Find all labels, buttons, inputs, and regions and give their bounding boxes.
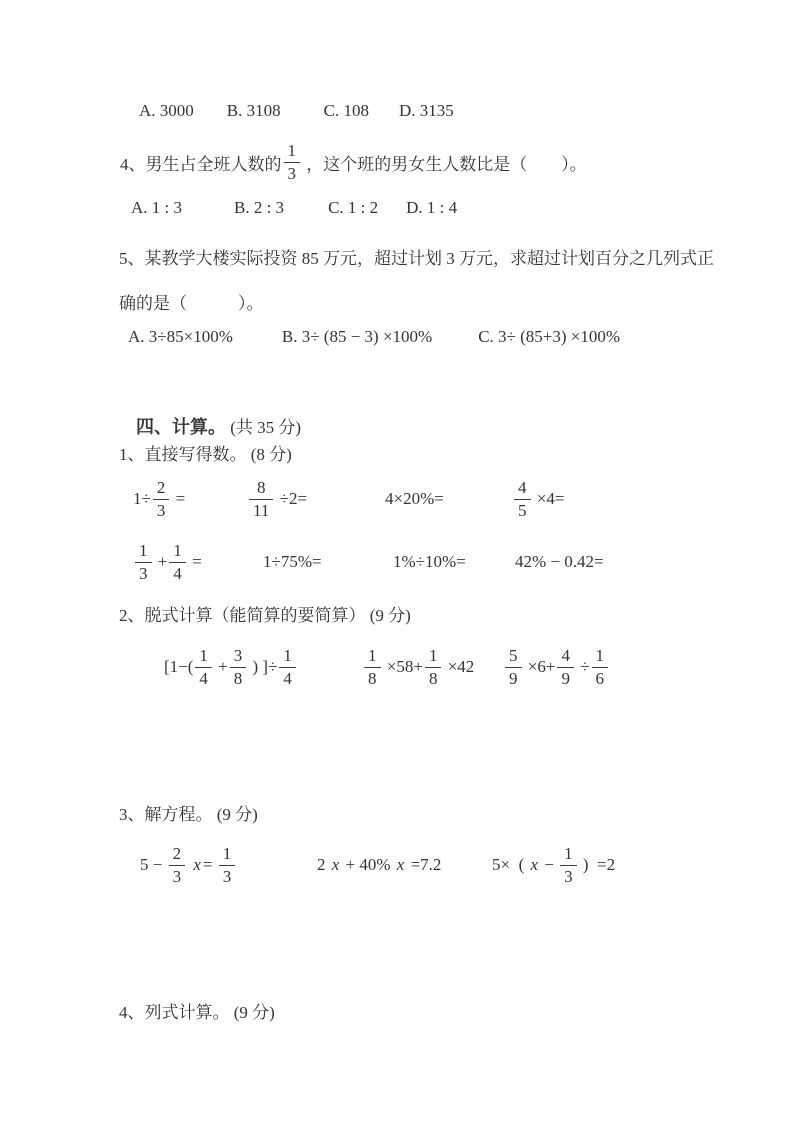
math-text: ÷ [575,657,590,676]
stepwise-expression-1 [164,645,298,689]
equation-1 [140,843,237,887]
equation-3 [492,843,615,887]
calc-expression-1 [133,477,185,521]
math-text: 1÷ [133,489,151,508]
question-4-text: 4、男生占全班人数的 [120,154,282,174]
math-text: ×4= [532,489,565,508]
fraction: $\frac{3}{8}$ [230,647,247,688]
calc-expression-3 [385,477,444,521]
question-5-line1: 5、某教学大楼实际投资 85 万元，超过计划 3 万元，求超过计划百分之几列式正 [119,249,714,268]
fraction: $\frac{4}{9}$ [557,647,574,688]
calc-expression-8 [515,540,604,584]
math-text: 1÷75%= [263,552,322,571]
math-text: + [153,552,168,571]
variable: x [193,855,201,874]
math-text: 4×20%= [385,489,444,508]
variable: x [530,855,539,874]
subsection-3-heading: 3、解方程。 (9 分) [119,805,258,824]
fraction: $\frac{2}{3}$ [153,479,170,520]
math-text: = [202,855,217,874]
math-text: = [171,489,186,508]
q3-options-row [139,101,454,121]
q4-option-a: A. 1 : 3 [131,198,182,217]
math-text: 2 [317,855,330,874]
section-4-points: (共 35 分) [226,418,302,437]
fraction: $\frac{1}{6}$ [592,647,609,688]
fraction: $\frac{1}{4}$ [279,647,296,688]
math-text: [1−( [164,657,194,676]
q4-option-c: C. 1 : 2 [328,198,379,217]
math-text: 1%÷10%= [393,552,466,571]
calc-expression-4 [512,477,564,521]
math-text: 5 − [140,855,167,874]
q5-option-c: C. 3÷ (85+3) ×100% [478,327,621,346]
subsection-1-heading: 1、直接写得数。 (8 分) [119,445,292,464]
math-text: ×6+ [523,657,556,676]
subsection-2-heading: 2、脱式计算（能简算的要简算） (9 分) [119,606,411,625]
math-text: = [187,552,202,571]
fraction: $\frac{1}{3}$ [560,845,577,886]
calc-expression-5 [133,540,202,584]
math-text: ×42 [443,657,475,676]
calc-expression-2 [247,477,307,521]
fraction-one-third [284,142,301,183]
fraction: $\frac{1}{4}$ [195,647,212,688]
subsection-4-heading: 4、列式计算。 (9 分) [119,1003,275,1022]
fraction: $\frac{8}{11}$ [249,479,273,520]
section-4-title: 四、计算。 [136,417,226,437]
fraction: $\frac{1}{8}$ [364,647,381,688]
math-text: − [540,855,559,874]
q5-options-row [128,327,620,347]
calc-expression-7 [393,540,466,584]
stepwise-expression-2 [362,645,474,689]
math-text: 42% − 0.42= [515,552,604,571]
q3-option-b: B. 3108 [226,101,281,120]
q4-options-row [131,198,457,218]
fraction: $\frac{1}{3}$ [135,542,152,583]
fraction: $\frac{5}{9}$ [505,647,522,688]
variable: x [331,855,340,874]
fraction: $\frac{2}{3}$ [169,845,186,886]
q3-option-d: D. 3135 [398,101,454,120]
q5-option-a: A. 3÷85×100% [128,327,233,346]
q5-option-b: B. 3÷ (85 − 3) ×100% [281,327,433,346]
math-text: + [213,657,228,676]
math-text: + 40% [341,855,395,874]
fraction-denominator: 3 [284,162,301,183]
q3-option-c: C. 108 [323,101,369,120]
math-text: =7.2 [406,855,442,874]
question-4-text-tail: ，这个班的男女生人数比是（ ）。 [302,154,587,174]
fraction: $\frac{4}{5}$ [514,479,531,520]
calc-expression-6 [263,540,322,584]
q4-option-d: D. 1 : 4 [406,198,458,217]
variable: x [396,855,405,874]
fraction: $\frac{1}{4}$ [169,542,186,583]
math-text: ) ]÷ [248,657,278,676]
math-text: ×58+ [382,657,423,676]
q3-option-a: A. 3000 [139,101,194,120]
equation-2 [317,843,441,887]
math-text: 5× ( [492,855,529,874]
question-5-line2: 确的是（ ）。 [119,294,264,313]
fraction: $\frac{1}{8}$ [425,647,442,688]
math-text: ÷2= [275,489,308,508]
question-4 [120,138,587,186]
math-text: ) =2 [578,855,616,874]
fraction: $\frac{1}{3}$ [219,845,236,886]
q4-option-b: B. 2 : 3 [234,198,285,217]
stepwise-expression-3 [503,645,610,689]
fraction-numerator: 1 [287,140,296,160]
